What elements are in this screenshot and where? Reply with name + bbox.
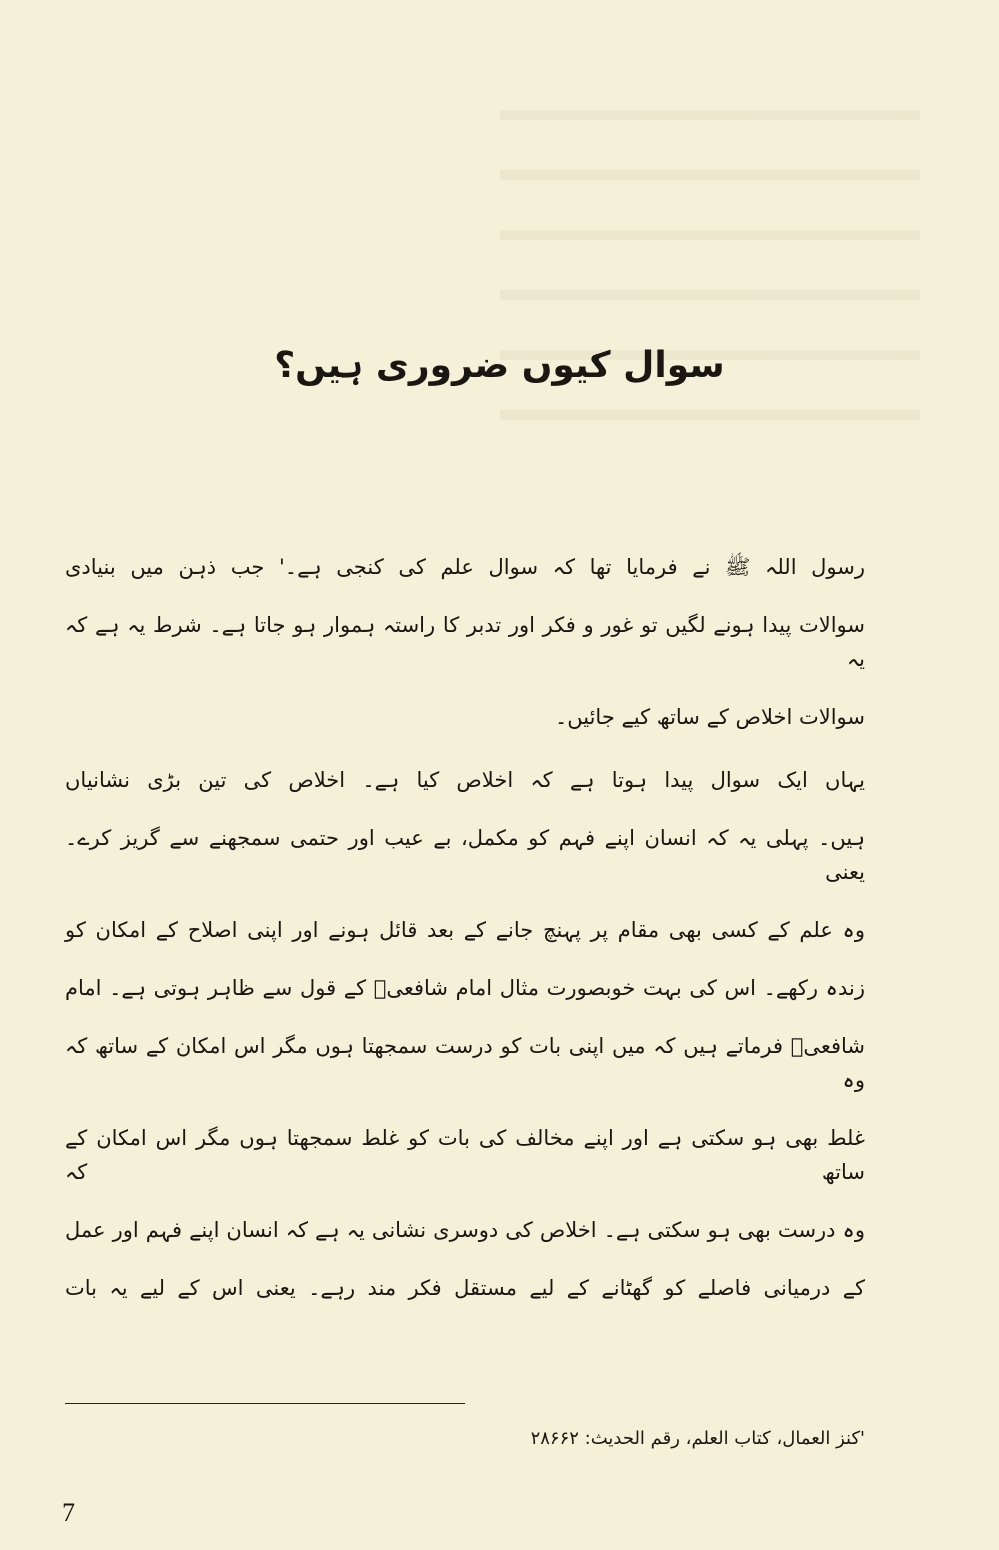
text-line: سوالات اخلاص کے ساتھ کیے جائیں۔ bbox=[554, 705, 865, 729]
paragraph-2 bbox=[65, 763, 865, 1363]
text-line: وہ علم کے کسی بھی مقام پر پہنچ جانے کے بعد قائل ہونے اور اپنی اصلاح کے امکان کو bbox=[65, 918, 865, 942]
footnote: 'کنز العمال، کتاب العلم، رقم الحدیث: ۲۸۶۶۲ bbox=[530, 1428, 865, 1449]
text-line: کے درمیانی فاصلے کو گھٹانے کے لیے مستقل فکر مند رہے۔ یعنی اس کے لیے یہ بات bbox=[65, 1276, 865, 1300]
text-line: یہاں ایک سوال پیدا ہوتا ہے کہ اخلاص کیا ہے۔ اخلاص کی تین بڑی نشانیاں bbox=[65, 768, 865, 792]
text-line: وہ درست بھی ہو سکتی ہے۔ اخلاص کی دوسری نشانی یہ ہے کہ انسان اپنے فہم اور عمل bbox=[65, 1218, 865, 1242]
page-number: 7 bbox=[62, 1498, 75, 1527]
text-line: زندہ رکھے۔ اس کی بہت خوبصورت مثال امام شافعیؒ کے قول سے ظاہر ہوتی ہے۔ امام bbox=[65, 976, 865, 1000]
text-line: ہیں۔ پہلی یہ کہ انسان اپنے فہم کو مکمل، بے عیب اور حتمی سمجھنے سے گریز کرے۔ یعنی bbox=[65, 826, 865, 884]
chapter-title: سوال کیوں ضروری ہیں؟ bbox=[274, 345, 725, 386]
text-line bbox=[65, 1329, 865, 1363]
text-line: غلط بھی ہو سکتی ہے اور اپنے مخالف کی بات کو غلط سمجھتا ہوں مگر اس امکان کے ساتھ کہ bbox=[65, 1126, 865, 1184]
paragraph-1 bbox=[65, 550, 865, 758]
footnote-divider bbox=[65, 1403, 465, 1404]
text-line: رسول اللہ ﷺ نے فرمایا تھا کہ سوال علم کی کنجی ہے۔' جب ذہن میں بنیادی bbox=[65, 555, 865, 579]
text-line: شافعیؒ فرماتے ہیں کہ میں اپنی بات کو درست سمجھتا ہوں مگر اس امکان کے ساتھ کہ وہ bbox=[65, 1034, 865, 1092]
text-line: سوالات پیدا ہونے لگیں تو غور و فکر اور تدبر کا راستہ ہموار ہو جاتا ہے۔ شرط یہ ہے کہ یہ bbox=[65, 613, 865, 671]
